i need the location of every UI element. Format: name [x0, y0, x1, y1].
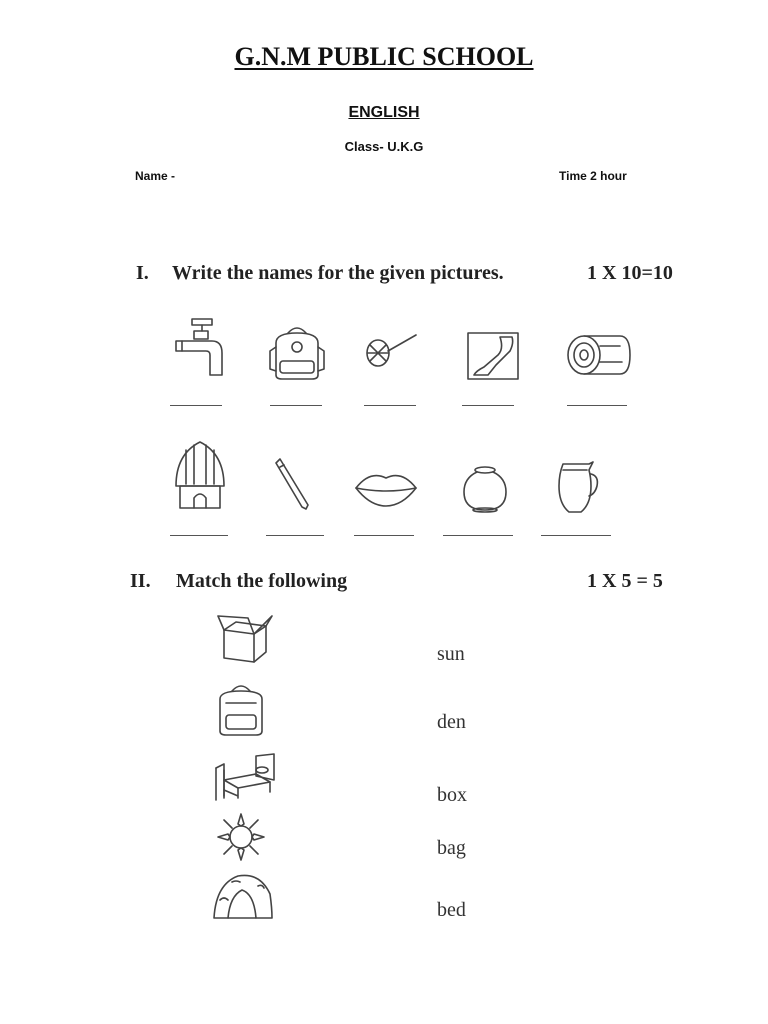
- section-2-marks: 1 X 5 = 5: [587, 570, 663, 592]
- answer-blank[interactable]: [266, 535, 324, 536]
- match-word: box: [437, 784, 467, 806]
- answer-blank[interactable]: [170, 405, 222, 406]
- pot-icon: [460, 464, 510, 514]
- school-name: G.N.M PUBLIC SCHOOL: [234, 42, 534, 71]
- answer-blank[interactable]: [462, 405, 514, 406]
- hut-icon: [172, 440, 228, 512]
- subject-title: ENGLISH: [348, 104, 420, 121]
- section-2-instruction: Match the following: [176, 570, 348, 592]
- match-word: bag: [437, 837, 466, 859]
- time-label: Time 2 hour: [559, 169, 627, 183]
- answer-blank[interactable]: [170, 535, 228, 536]
- section-1-marks: 1 X 10=10: [587, 262, 673, 284]
- bed-icon: [212, 752, 276, 802]
- answer-blank[interactable]: [364, 405, 416, 406]
- name-label: Name -: [135, 169, 176, 183]
- match-word: sun: [437, 643, 465, 665]
- leg-icon: [466, 331, 520, 381]
- net-icon: [362, 331, 418, 375]
- class-label: Class- U.K.G: [344, 139, 424, 154]
- match-word: bed: [437, 899, 466, 921]
- answer-blank[interactable]: [443, 535, 513, 536]
- section-1-number: I.: [136, 262, 149, 284]
- section-2-number: II.: [130, 570, 151, 592]
- answer-blank[interactable]: [541, 535, 611, 536]
- answer-blank[interactable]: [567, 405, 627, 406]
- tap-icon: [172, 315, 228, 379]
- match-word: den: [437, 711, 466, 733]
- pen-icon: [274, 455, 314, 511]
- bag-icon: [212, 681, 270, 737]
- sun-icon: [214, 812, 268, 862]
- jug-icon: [555, 460, 601, 514]
- bag-icon: [266, 323, 328, 381]
- answer-blank[interactable]: [354, 535, 414, 536]
- answer-blank[interactable]: [270, 405, 322, 406]
- den-icon: [212, 870, 274, 922]
- log-icon: [564, 332, 632, 378]
- lips-icon: [354, 468, 418, 508]
- box-icon: [214, 610, 274, 664]
- section-1-instruction: Write the names for the given pictures.: [172, 262, 504, 284]
